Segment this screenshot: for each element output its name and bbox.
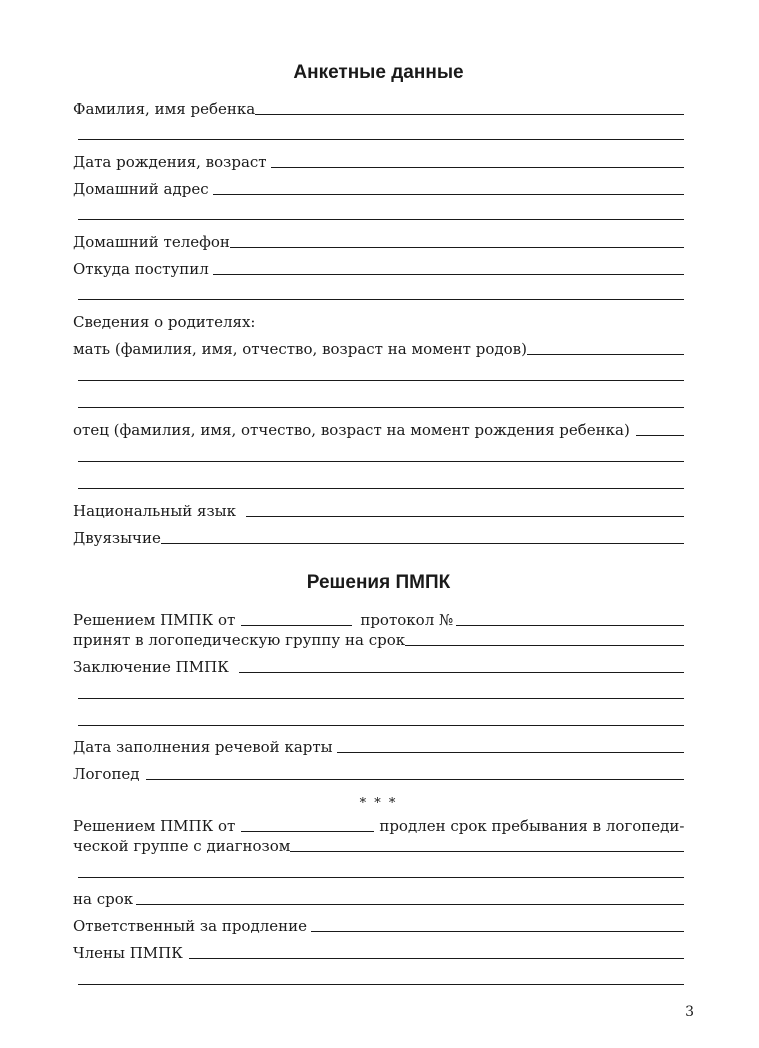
native-language-field[interactable] [246,516,684,517]
address-field[interactable] [213,194,684,195]
extended-label: продлен срок пребывания в логопеди- [379,817,685,835]
conclusion-line-3[interactable] [78,725,684,726]
term-label: на срок [73,890,134,908]
birth-field[interactable] [271,167,684,168]
father-label: отец (фамилия, имя, отчество, возраст на момент рождения ребенка) [73,421,630,439]
decision-date-field[interactable] [241,625,352,626]
members-row [73,941,684,963]
diagnosis-line-2[interactable] [78,877,684,878]
fill-date-label: Дата заполнения речевой карты [73,738,333,756]
accepted-label: принят в логопедическую группу на срок [73,631,406,649]
address-row [73,177,684,199]
mother-line-3[interactable] [78,407,684,408]
mother-label: мать (фамилия, имя, отчество, возраст на момент родов) [73,340,527,358]
address-label: Домашний адрес [73,180,209,198]
diagnosis-row [73,834,684,856]
decision-from-label: Решением ПМПК от [73,611,236,629]
address-line-2[interactable] [78,219,684,220]
members-field[interactable] [189,958,684,959]
origin-row [73,257,684,279]
birth-label: Дата рождения, возраст [73,153,267,171]
father-row [73,418,684,440]
origin-line-2[interactable] [78,299,684,300]
responsible-row [73,914,684,936]
speech-therapist-label: Логопед [73,765,140,783]
separator-stars: * * * [359,796,398,811]
bilingualism-label: Двуязычие [73,529,161,547]
speech-therapist-row [73,762,684,784]
child-name-field[interactable] [255,114,684,115]
speech-therapist-field[interactable] [146,779,684,780]
bilingualism-field[interactable] [161,543,684,544]
birth-row [73,150,684,172]
mother-row [73,337,684,359]
decision2-date-field[interactable] [241,831,374,832]
responsible-field[interactable] [311,931,684,932]
child-name-label: Фамилия, имя ребенка [73,100,256,118]
phone-field[interactable] [230,247,684,248]
phone-row [73,230,684,252]
extended-cont-label: ческой группе с диагнозом [73,837,291,855]
mother-line-2[interactable] [78,380,684,381]
decision-row [73,608,684,630]
bilingualism-row [73,526,684,548]
accepted-row [73,628,684,650]
mother-field[interactable] [527,354,684,355]
decision2-from-label: Решением ПМПК от [73,817,236,835]
protocol-label: протокол № [360,611,454,629]
origin-label: Откуда поступил [73,260,209,278]
conclusion-line-2[interactable] [78,698,684,699]
section-title-personal-data: Анкетные данные [293,62,464,83]
phone-label: Домашний телефон [73,233,230,251]
fill-date-row [73,735,684,757]
term-row [73,887,684,909]
father-line-2[interactable] [78,461,684,462]
members-line-2[interactable] [78,984,684,985]
conclusion-row [73,655,684,677]
accepted-term-field[interactable] [405,645,684,646]
decision2-row [73,814,684,836]
conclusion-field[interactable] [239,672,684,673]
father-line-3[interactable] [78,488,684,489]
child-name-line-2[interactable] [78,139,684,140]
parents-row [73,310,684,332]
responsible-label: Ответственный за продление [73,917,307,935]
page-number: 3 [685,1004,694,1020]
members-label: Члены ПМПК [73,944,183,962]
diagnosis-field[interactable] [290,851,684,852]
native-language-row [73,499,684,521]
section-title-pmpk-decisions: Решения ПМПК [306,572,451,593]
conclusion-label: Заключение ПМПК [73,658,229,676]
term-field[interactable] [136,904,684,905]
native-language-label: Национальный язык [73,502,236,520]
father-field[interactable] [636,435,684,436]
origin-field[interactable] [213,274,684,275]
protocol-number-field[interactable] [456,625,684,626]
child-name-row [73,97,684,119]
fill-date-field[interactable] [337,752,684,753]
parents-label: Сведения о родителях: [73,313,256,331]
